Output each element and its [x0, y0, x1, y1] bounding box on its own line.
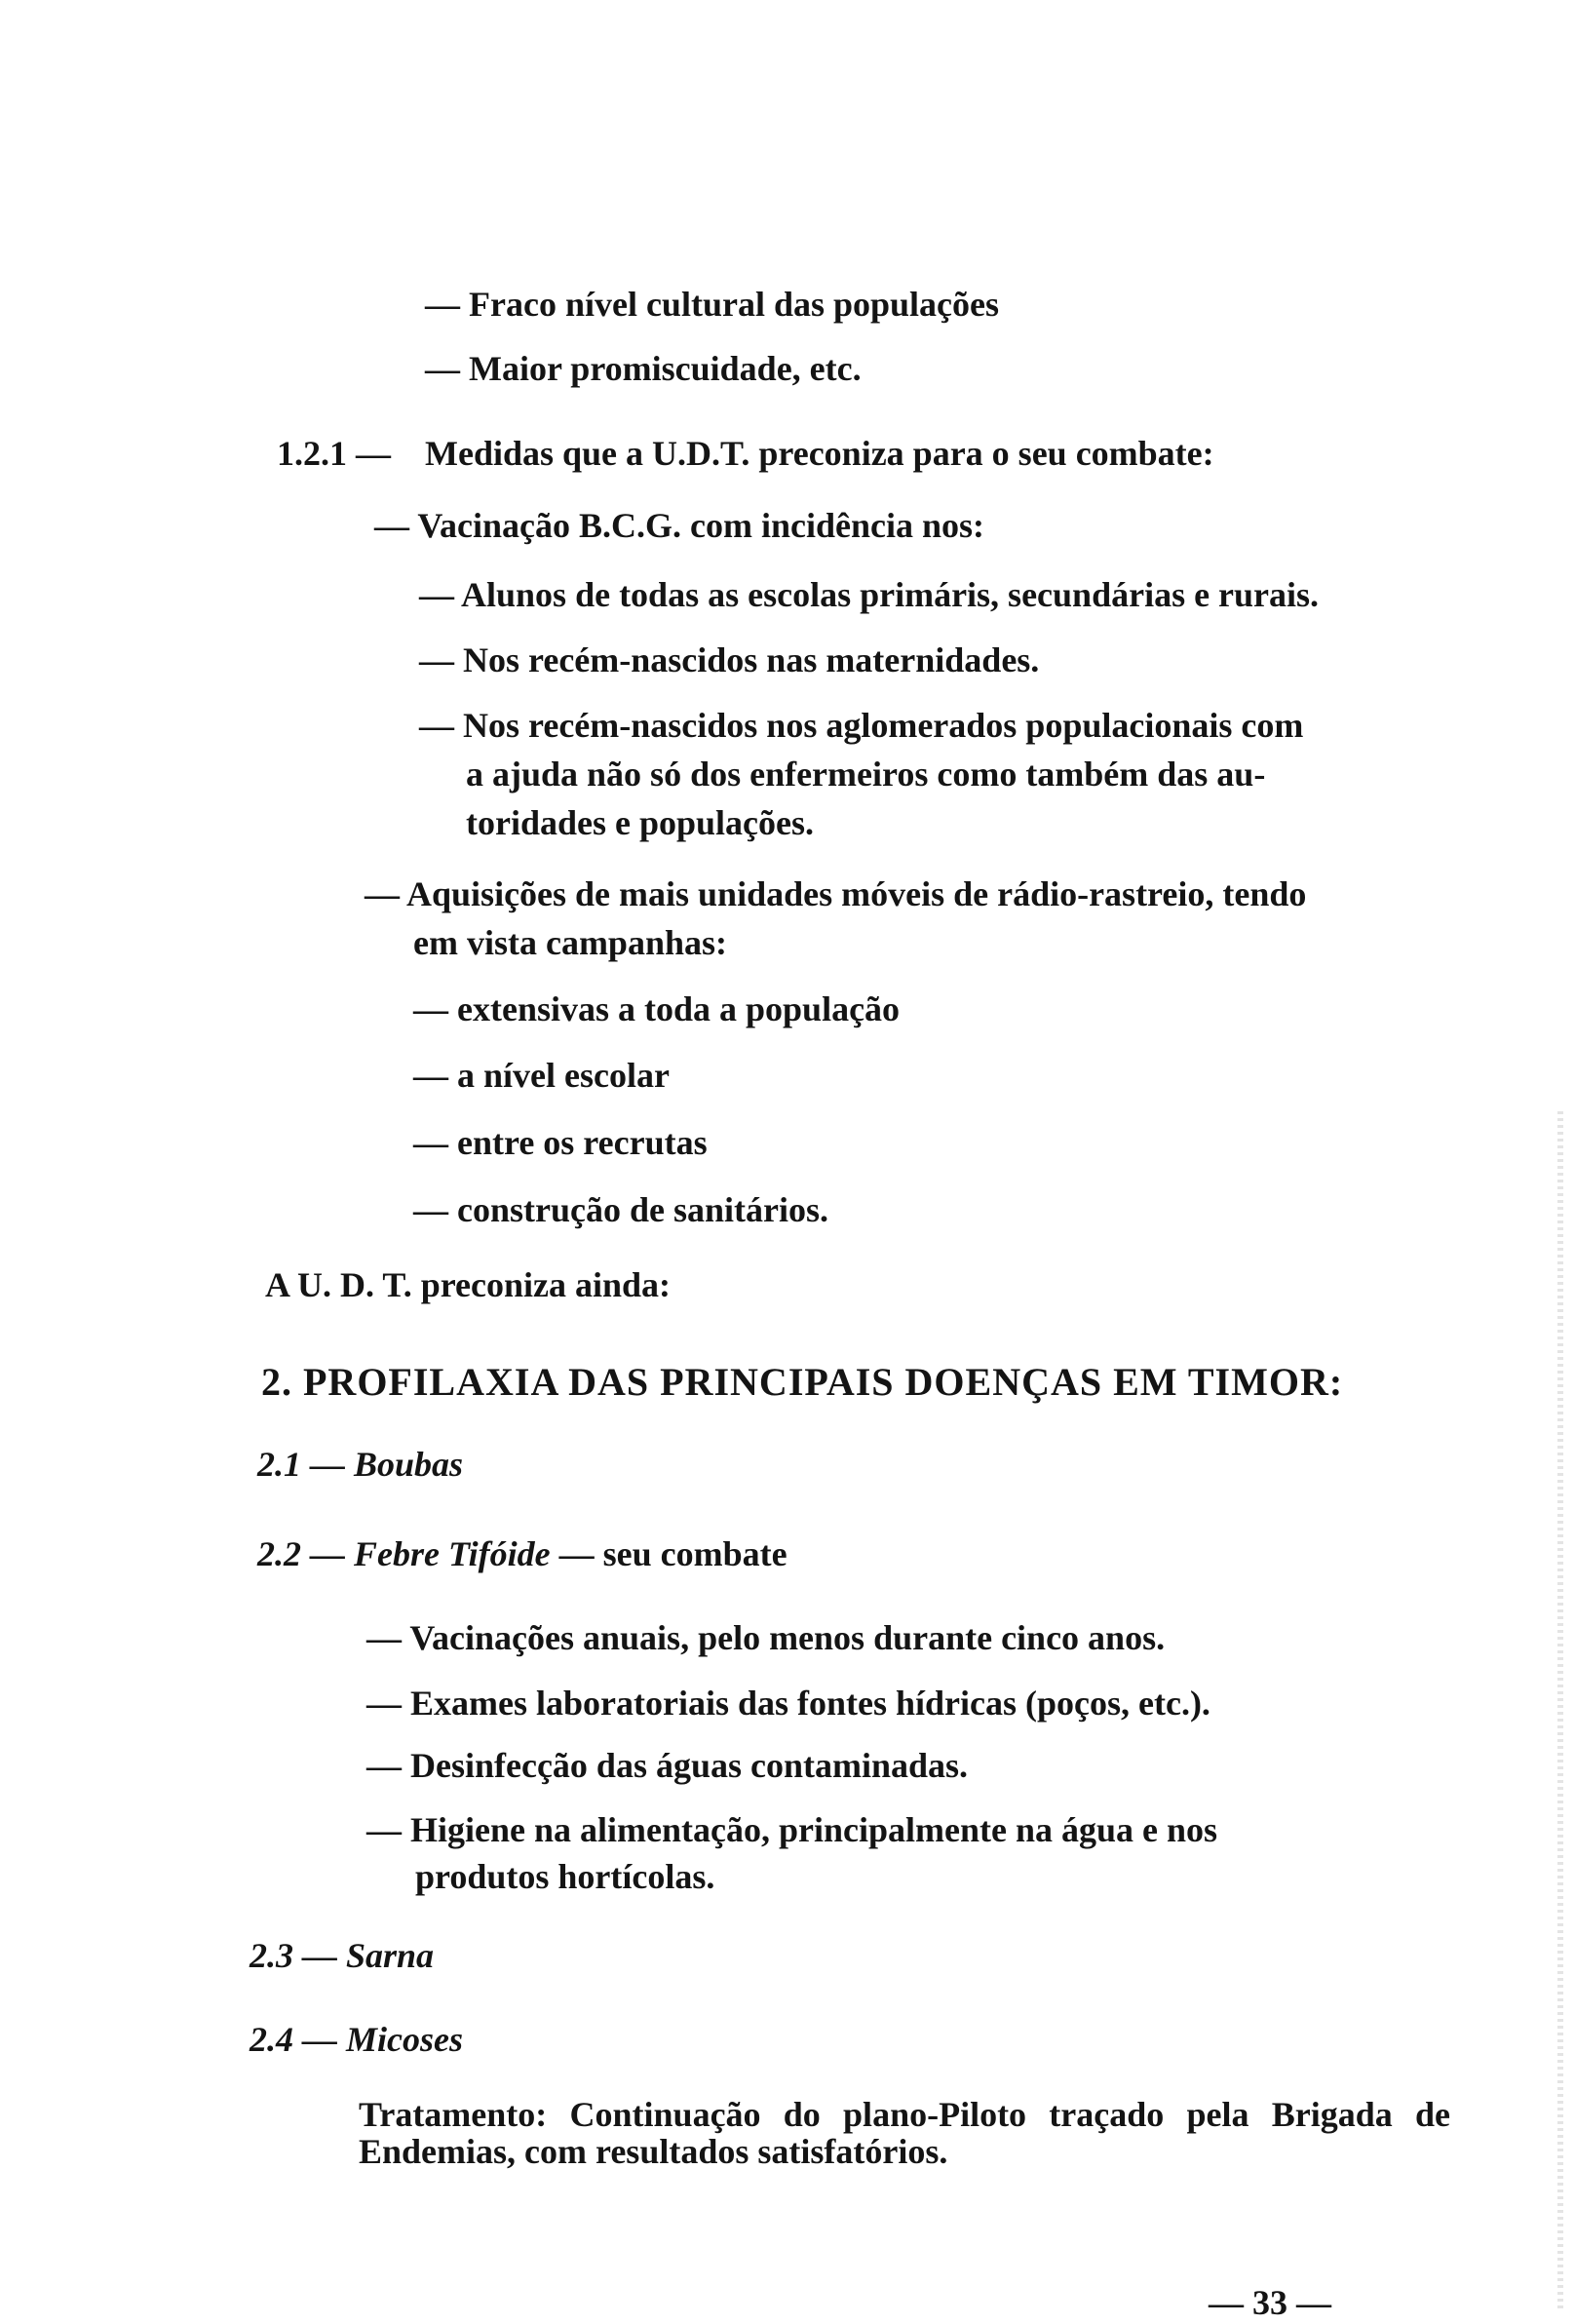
- text-line: — Vacinação B.C.G. com incidência nos:: [374, 506, 985, 545]
- text-line: em vista campanhas:: [413, 923, 727, 962]
- text-line: — Alunos de todas as escolas primáris, secundárias e rurais.: [419, 575, 1320, 614]
- subsection-heading: [257, 1532, 788, 1575]
- text-line: — Exames laboratoriais das fontes hídricas (poços, etc.).: [366, 1684, 1210, 1723]
- page-number: — 33 —: [1209, 2283, 1331, 2322]
- subsection-heading: 2.4 — Micoses: [250, 2020, 463, 2059]
- section-heading: Medidas que a U.D.T. preconiza para o seu combate:: [425, 434, 1214, 473]
- text-line: — extensivas a toda a população: [413, 989, 901, 1028]
- text-line: — Nos recém-nascidos nos aglomerados populacionais com: [419, 706, 1304, 745]
- text-line: — Fraco nível cultural das populações: [425, 285, 1000, 324]
- scan-edge: [1557, 1111, 1563, 2308]
- text-line: produtos hortícolas.: [415, 1857, 715, 1896]
- section-number: 1.2.1 —: [277, 434, 391, 473]
- text-line: — Nos recém-nascidos nas maternidades.: [419, 640, 1040, 679]
- text-line: — Higiene na alimentação, principalmente na água e nos: [366, 1810, 1217, 1849]
- treatment-paragraph: Tratamento: Continuação do plano-Piloto traçado pela Brigada de Endemias, com resultados satisfatórios.: [359, 2095, 1450, 2171]
- text-line: — a nível escolar: [413, 1056, 670, 1095]
- text-line: — Vacinações anuais, pelo menos durante cinco anos.: [366, 1618, 1166, 1657]
- text-line: — construção de sanitários.: [413, 1190, 828, 1229]
- text-line: — Maior promiscuidade, etc.: [425, 349, 862, 388]
- subsection-title: 2.2 — Febre Tifóide: [257, 1534, 551, 1573]
- chapter-heading: 2. PROFILAXIA DAS PRINCIPAIS DOENÇAS EM TIMOR:: [261, 1360, 1344, 1404]
- text-line: a ajuda não só dos enfermeiros como também das au-: [466, 755, 1266, 794]
- text-line: A U. D. T. preconiza ainda:: [265, 1265, 672, 1304]
- subsection-heading: 2.1 — Boubas: [257, 1445, 464, 1484]
- text-line: — Desinfecção das águas contaminadas.: [366, 1746, 969, 1785]
- text-line: toridades e populações.: [466, 803, 815, 842]
- subsection-subtitle: — seu combate: [558, 1534, 788, 1573]
- text-line: — entre os recrutas: [413, 1123, 708, 1162]
- subsection-heading: 2.3 — Sarna: [250, 1936, 435, 1975]
- text-line: — Aquisições de mais unidades móveis de rádio-rastreio, tendo: [365, 874, 1307, 913]
